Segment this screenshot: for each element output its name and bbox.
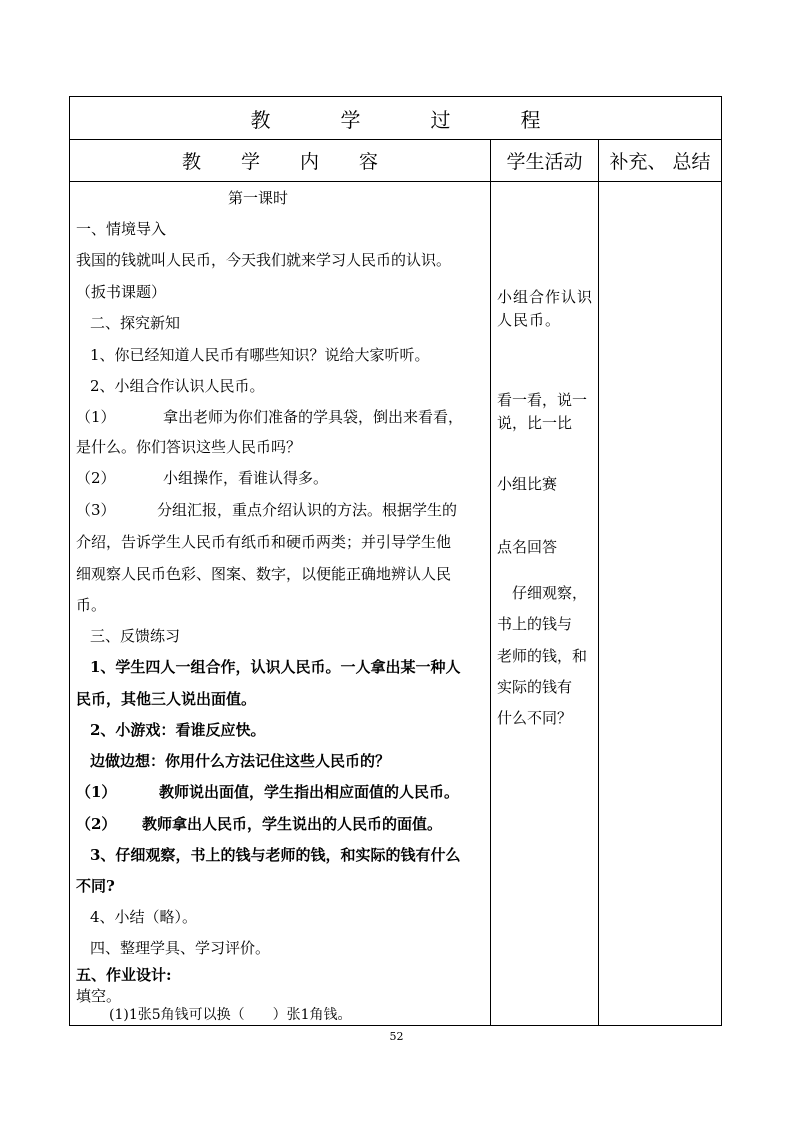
section-2-point-1-text: 拿出老师为你们准备的学具袋，倒出来看看， (163, 408, 464, 426)
section-3-game-1-num: （1） (76, 783, 117, 801)
section-5-item-1: (1)1张5角钱可以换（ ）张1角钱。 (109, 1007, 352, 1023)
column-divider-1 (490, 139, 491, 1026)
section-3-question-4: 4、小结（略）。 (90, 908, 198, 926)
content-head-char-3: 内 (300, 151, 320, 173)
section-3-game-2-num: （2） (76, 815, 117, 833)
section-2-point-1-num: （1） (76, 408, 116, 426)
page-number: 52 (389, 1030, 404, 1043)
activity-5-line-4: 实际的钱有 (497, 678, 573, 696)
section-4-title: 四、整理学具、学习评价。 (90, 939, 271, 957)
section-3-question-1-cont: 民币，其他三人说出面值。 (76, 690, 257, 708)
section-2-point-1-cont: 是什么。你们答识这些人民币吗？ (76, 438, 302, 456)
activity-3: 小组比赛 (497, 475, 558, 493)
section-3-question-3: 3、仔细观察，书上的钱与老师的钱，和实际的钱有什么 (90, 846, 461, 864)
section-2-point-2-num: （2） (76, 469, 116, 487)
section-2-question-2: 2、小组合作认识人民币。 (90, 377, 265, 395)
activity-5-line-5: 什么不同？ (497, 709, 573, 727)
section-5-title: 五、作业设计: (76, 966, 172, 984)
section-2-point-3-num: （3） (76, 501, 116, 519)
title-char-3: 过 (430, 107, 451, 132)
activity-5-line-3: 老师的钱，和 (497, 647, 588, 665)
section-1-line-2: （扳书课题） (76, 283, 167, 301)
section-3-question-1: 1、学生四人一组合作，认识人民币。一人拿出某一种人 (90, 658, 461, 676)
section-3-title: 三、反馈练习 (90, 627, 181, 645)
lesson-number: 第一课时 (228, 189, 289, 207)
section-3-think: 边做边想：你用什么方法记住这些人民币的？ (90, 752, 391, 770)
column-head-content (70, 140, 490, 181)
section-1-title: 一、情境导入 (76, 220, 167, 238)
section-2-point-3-text: 分组汇报，重点介绍认识的方法。根据学生的 (157, 501, 458, 519)
section-2-point-3-cont-1: 介绍，告诉学生人民币有纸币和硬币两类；并引导学生他 (76, 533, 452, 551)
section-3-question-3-cont: 不同? (76, 877, 115, 895)
column-divider-2 (598, 139, 599, 1026)
title-char-4: 程 (520, 107, 541, 132)
section-3-question-2: 2、小游戏：看谁反应快。 (90, 721, 266, 739)
lesson-table (69, 96, 722, 1026)
title-char-1: 教 (250, 107, 271, 132)
activity-2: 看一看，说一说，比一比 (497, 391, 588, 432)
section-3-game-2-text: 教师拿出人民币，学生说出的人民币的面值。 (142, 815, 443, 833)
section-2-question-1: 1、你已经知道人民币有哪些知识？说给大家听听。 (90, 346, 430, 364)
table-title (70, 97, 721, 139)
column-head-supplement: 补充、 总结 (609, 151, 711, 173)
section-1-line-1: 我国的钱就叫人民币，今天我们就来学习人民币的认识。 (76, 251, 452, 269)
section-3-game-1-text: 教师说出面值，学生指出相应面值的人民币。 (159, 783, 460, 801)
column-head-activity: 学生活动 (506, 151, 583, 173)
activity-1: 小组合作认识人民币。 (497, 288, 594, 329)
title-char-2: 学 (340, 107, 361, 132)
content-head-char-4: 容 (359, 151, 379, 173)
section-2-point-3-cont-2: 细观察人民币色彩、图案、数字，以便能正确地辨认人民 (76, 565, 452, 583)
activity-4: 点名回答 (497, 538, 558, 556)
column-head-divider (69, 181, 722, 182)
activity-5-line-2: 书上的钱与 (497, 615, 573, 633)
activity-5-line-1: 仔细观察， (497, 584, 588, 602)
section-5-fill: 填空。 (76, 987, 122, 1005)
section-2-point-3-cont-3: 币。 (76, 596, 107, 614)
section-2-point-2-text: 小组操作，看谁认得多。 (163, 469, 329, 487)
content-head-char-1: 教 (181, 151, 201, 173)
section-2-title: 二、探究新知 (90, 314, 181, 332)
content-head-char-2: 学 (240, 151, 260, 173)
